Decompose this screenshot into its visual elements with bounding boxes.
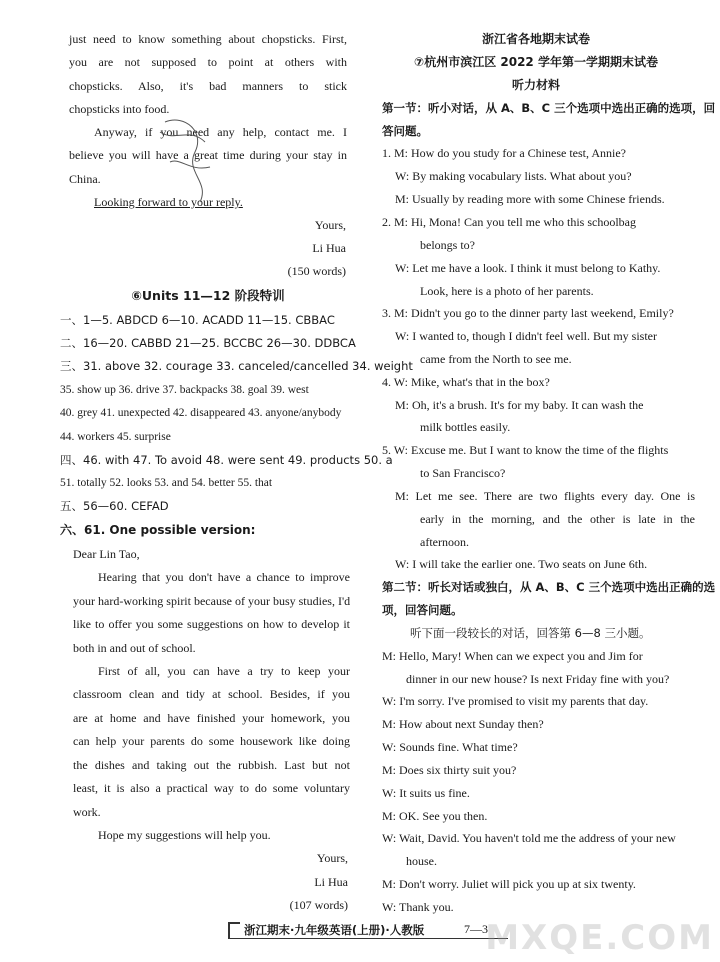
long-dialog-line: W: Thank you. [382, 900, 454, 914]
dialog-line: Look, here is a photo of her parents. [420, 284, 594, 298]
letter2-line: both in and out of school. [73, 641, 196, 655]
footer-corner-mark [228, 922, 240, 938]
letter2-word-count: (107 words) [289, 898, 348, 912]
answer-line: 40. grey 41. unexpected 42. disappeared 43. anyone/anybody [60, 407, 342, 419]
letter1-line: Anyway, if you need any help, contact me. I [94, 125, 347, 139]
answer-line: 35. show up 36. drive 37. backpacks 38. goal 39. west [60, 384, 309, 396]
letter2-line: your hard-working spirit because of your busy studies, I'd [73, 594, 351, 608]
letter1-line: China. [69, 172, 101, 186]
long-dialog-line: M: Hello, Mary! When can we expect you and Jim for [382, 649, 643, 663]
dialog-line: 3. M: Didn't you go to the dinner party last weekend, Emily? [382, 306, 674, 320]
section1-instruction: 答问题。 [382, 124, 428, 138]
long-dialog-line: M: Does six thirty suit you? [382, 763, 517, 777]
letter2-line: Hearing that you don't have a chance to improve [98, 570, 350, 584]
section2-instruction: 项，回答问题。 [382, 603, 463, 617]
dialog-line: W: By making vocabulary lists. What about you? [395, 169, 632, 183]
long-dialog-line: W: It suits us fine. [382, 786, 470, 800]
answer-line: 44. workers 45. surprise [60, 431, 171, 443]
letter2-line: can help your parents do some housework like doing [73, 734, 350, 748]
dialog-line: milk bottles easily. [420, 420, 511, 434]
long-dialog-line: dinner in our new house? Is next Friday fine with you? [406, 672, 670, 686]
long-dialog-line: W: Sounds fine. What time? [382, 740, 518, 754]
letter1-line: believe you will have a great time during your stay in [69, 148, 347, 162]
letter1-line: Looking forward to your reply. [94, 195, 243, 209]
letter1-name: Li Hua [312, 241, 346, 255]
section2-note: 听下面一段较长的对话，回答第 6—8 三小题。 [410, 626, 651, 640]
dialog-line: 2. M: Hi, Mona! Can you tell me who this schoolbag [382, 215, 636, 229]
long-dialog-line: M: OK. See you then. [382, 809, 488, 823]
watermark: MXQE.COM [485, 918, 714, 958]
letter1-line: chopsticks. Also, it's bad manners to stick [69, 79, 347, 93]
letter2-line: the dishes and taking out the rubbish. Last but not [73, 758, 350, 772]
letter1-word-count: (150 words) [287, 264, 346, 278]
letter2-line: like to offer you some suggestions on how to develop it [73, 617, 350, 631]
letter2-greeting: Dear Lin Tao, [73, 547, 140, 561]
dialog-line: 5. W: Excuse me. But I want to know the time of the flights [382, 443, 669, 457]
answer-line: 二、16—20. CABBD 21—25. BCCBC 26—30. DDBCA [60, 336, 356, 350]
dialog-line: M: Oh, it's a brush. It's for my baby. It can wash the [395, 398, 644, 412]
section2-instruction: 第二节：听长对话或独白，从 A、B、C 三个选项中选出正确的选 [382, 580, 716, 594]
answer-line: 一、1—5. ABDCD 6—10. ACADD 11—15. CBBAC [60, 313, 335, 327]
dialog-line: W: Let me have a look. I think it must belong to Kathy. [395, 261, 661, 275]
answer-line: 51. totally 52. looks 53. and 54. better 55. that [60, 477, 273, 489]
answer-line: 四、46. with 47. To avoid 48. were sent 49. products 50. a [60, 453, 393, 467]
question-61: 六、61. One possible version: [60, 523, 256, 537]
dialog-line: belongs to? [420, 238, 475, 252]
footer-title: 浙江期末·九年级英语(上册)·人教版 [244, 923, 425, 937]
dialog-line: M: Usually by reading more with some Chinese friends. [395, 192, 665, 206]
dialog-line: to San Francisco? [420, 466, 506, 480]
header-listening: 听力材料 [511, 78, 560, 92]
answer-line: 五、56—60. CEFAD [60, 499, 169, 513]
letter2-line: are at home and have finished your homework, you [73, 711, 350, 725]
letter2-line: Hope my suggestions will help you. [98, 828, 271, 842]
long-dialog-line: W: I'm sorry. I've promised to visit my parents that day. [382, 694, 649, 708]
page-number: 7—3 [464, 922, 488, 936]
dialog-line: early in the morning, and the other is late in the [420, 512, 695, 526]
section1-instruction: 第一节：听小对话，从 A、B、C 三个选项中选出正确的选项，回 [382, 101, 716, 115]
letter2-line: classroom clean and tidy at school. Besides, if you [73, 687, 350, 701]
dialog-line: W: I will take the earlier one. Two seats on June 6th. [395, 557, 648, 571]
dialog-line: 4. W: Mike, what's that in the box? [382, 375, 550, 389]
header-province: 浙江省各地期末试卷 [481, 32, 590, 46]
section-title: ⑥Units 11—12 阶段特训 [131, 288, 285, 303]
handwriting-scribble [155, 112, 225, 212]
letter1-line: just need to know something about chopsticks. First, [69, 32, 347, 46]
letter2-line: work. [73, 805, 101, 819]
letter1-line: you are not supposed to point at others with [69, 55, 347, 69]
header-exam-title: ⑦杭州市滨江区 2022 学年第一学期期末试卷 [414, 55, 658, 69]
long-dialog-line: M: Don't worry. Juliet will pick you up at six twenty. [382, 877, 636, 891]
long-dialog-line: house. [406, 854, 437, 868]
long-dialog-line: W: Wait, David. You haven't told me the address of your new [382, 831, 676, 845]
dialog-line: 1. M: How do you study for a Chinese test, Annie? [382, 146, 626, 160]
dialog-line: afternoon. [420, 535, 469, 549]
answer-line: 三、31. above 32. courage 33. canceled/cancelled 34. weight [60, 359, 413, 373]
letter2-name: Li Hua [314, 875, 348, 889]
letter2-closing: Yours, [316, 851, 348, 865]
letter1-closing: Yours, [314, 218, 346, 232]
letter1-line: chopsticks into food. [69, 102, 170, 116]
dialog-line: came from the North to see me. [420, 352, 572, 366]
long-dialog-line: M: How about next Sunday then? [382, 717, 544, 731]
letter2-line: least, it is also a practical way to do some voluntary [73, 781, 350, 795]
dialog-line: W: I wanted to, though I didn't feel well. But my sister [395, 329, 658, 343]
dialog-line: M: Let me see. There are two flights every day. One is [395, 489, 695, 503]
page-footer [228, 920, 508, 939]
letter2-line: First of all, you can have a try to keep your [98, 664, 350, 678]
